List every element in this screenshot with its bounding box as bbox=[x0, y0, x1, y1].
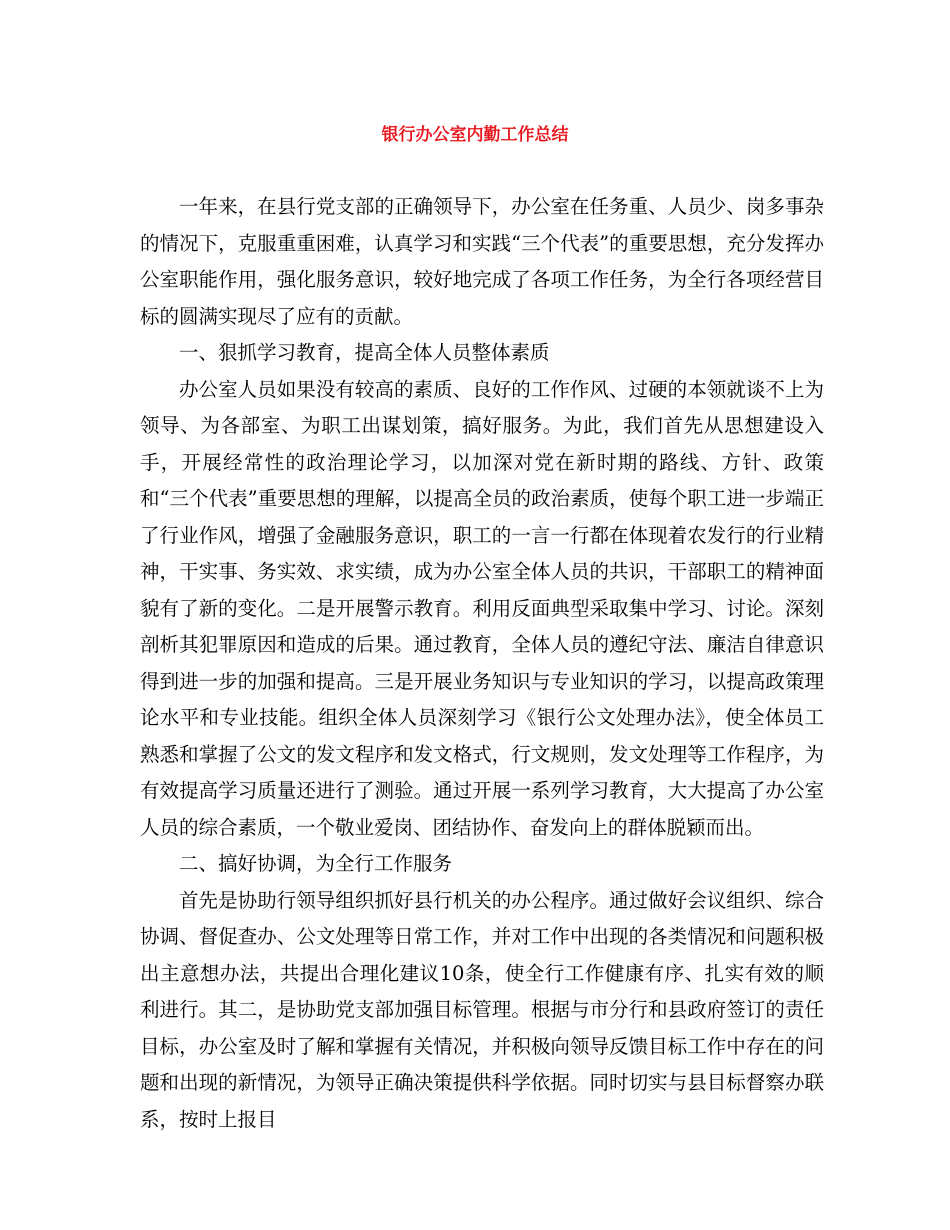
document-body bbox=[140, 189, 824, 1138]
paragraph-section-1: 办公室人员如果没有较高的素质、良好的工作作风、过硬的本领就谈不上为领导、为各部室、为职工出谋划策，搞好服务。为此，我们首先从思想建设入手，开展经常性的政治理论学习，以加深对党在新时期的路线、方针、政策和“三个代表”重要思想的理解，以提高全员的政治素质，使每个职工进一步端正了行业作风，增强了金融服务意识，职工的一言一行都在体现着农发行的行业精神，干实事、务实效、求实绩，成为办公室全体人员的共识，干部职工的精神面貌有了新的变化。二是开展警示教育。利用反面典型采取集中学习、讨论。深刻剖析其犯罪原因和造成的后果。通过教育，全体人员的遵纪守法、廉洁自律意识得到进一步的加强和提高。三是开展业务知识与专业知识的学习，以提高政策理论水平和专业技能。组织全体人员深刻学习《银行公文处理办法》，使全体员工熟悉和掌握了公文的发文程序和发文格式，行文规则，发文处理等工作程序，为有效提高学习质量还进行了测验。通过开展一系列学习教育，大大提高了办公室人员的综合素质，一个敬业爱岗、团结协作、奋发向上的群体脱颖而出。 bbox=[140, 377, 824, 839]
paragraph-section-2: 首先是协助行领导组织抓好县行机关的办公程序。通过做好会议组织、综合协调、督促查办、公文处理等日常工作，并对工作中出现的各类情况和问题积极出主意想办法，共提出合理化建议10条，使全行工作健康有序、扎实有效的顺利进行。其二，是协助党支部加强目标管理。根据与市分行和县政府签订的责任目标，办公室及时了解和掌握有关情况，并积极向领导反馈目标工作中存在的问题和出现的新情况，为领导正确决策提供科学依据。同时切实与县目标督察办联系，按时上报目 bbox=[140, 888, 824, 1131]
document-title: 银行办公室内勤工作总结 bbox=[381, 125, 569, 145]
paragraph-intro: 一年来，在县行党支部的正确领导下，办公室在任务重、人员少、岗多事杂的情况下，克服重重困难，认真学习和实践“三个代表”的重要思想，充分发挥办公室职能作用，强化服务意识，较好地完成了各项工作任务，为全行各项经营目标的圆满实现尽了应有的贡献。 bbox=[140, 195, 824, 328]
section-heading-2: 二、搞好协调，为全行工作服务 bbox=[179, 852, 453, 875]
section-heading-1: 一、狠抓学习教育，提高全体人员整体素质 bbox=[179, 341, 550, 364]
